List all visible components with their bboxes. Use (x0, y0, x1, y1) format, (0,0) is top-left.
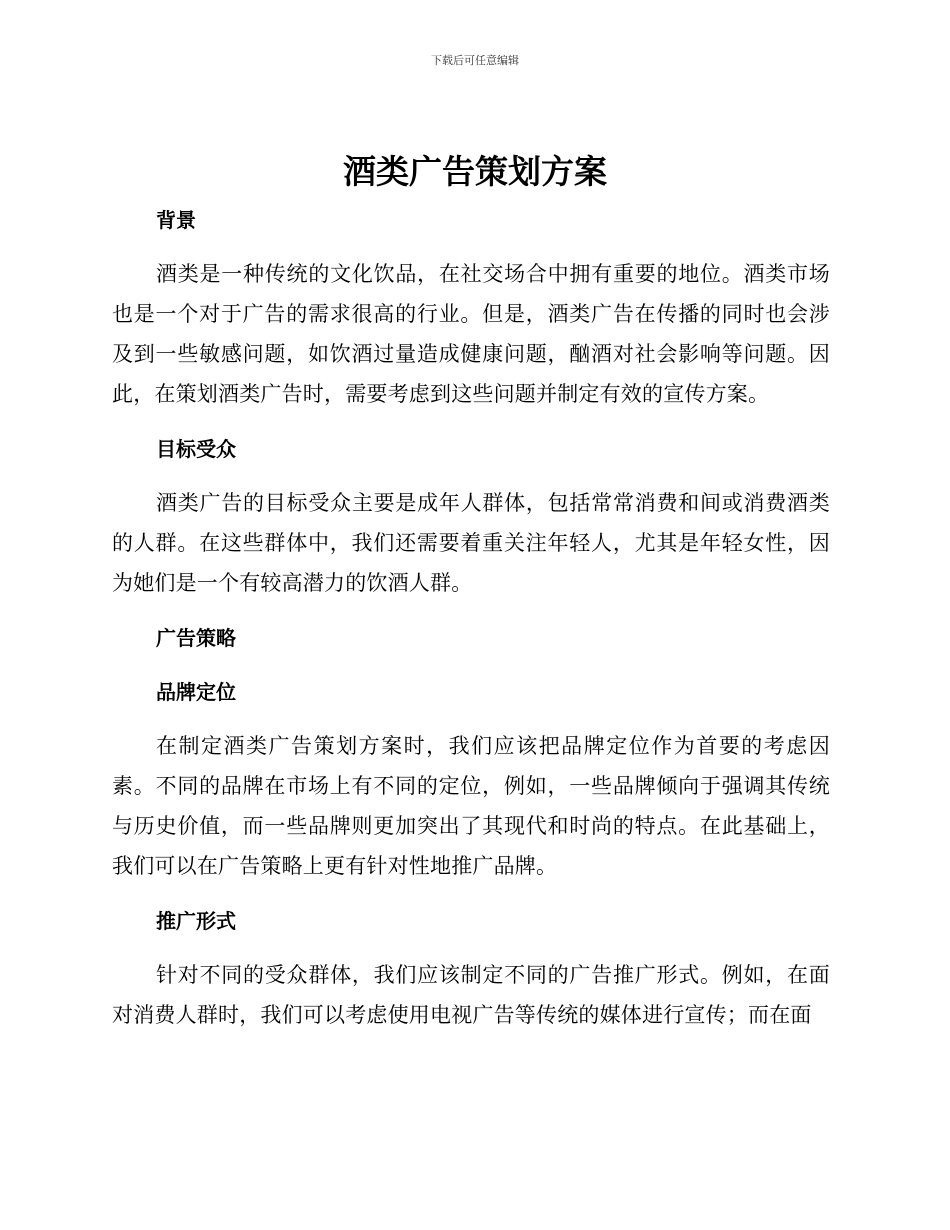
page-title: 酒类广告策划方案 (343, 152, 607, 191)
paragraph-promotion: 针对不同的受众群体，我们应该制定不同的广告推广形式。例如，在面对消费人群时，我们可以考虑使用电视广告等传统的媒体进行宣传；而在面 (112, 963, 830, 1027)
section-heading-promotion: 推广形式 (156, 909, 236, 933)
paragraph-background: 酒类是一种传统的文化饮品，在社交场合中拥有重要的地位。酒类市场也是一个对于广告的需求很高的行业。但是，酒类广告在传播的同时也会涉及到一些敏感问题，如饮酒过量造成健康问题，酗酒对社会影响等问题。因此，在策划酒类广告时，需要考虑到这些问题并制定有效的宣传方案。 (112, 262, 830, 406)
section-heading-background: 背景 (156, 208, 196, 232)
paragraph-audience: 酒类广告的目标受众主要是成年人群体，包括常常消费和间或消费酒类的人群。在这些群体中，我们还需要着重关注年轻人，尤其是年轻女性，因为她们是一个有较高潜力的饮酒人群。 (112, 491, 830, 595)
header-note: 下载后可任意编辑 (431, 54, 519, 67)
section-heading-brand: 品牌定位 (156, 680, 236, 704)
paragraph-brand: 在制定酒类广告策划方案时，我们应该把品牌定位作为首要的考虑因素。不同的品牌在市场上有不同的定位，例如，一些品牌倾向于强调其传统与历史价值，而一些品牌则更加突出了其现代和时尚的特点。在此基础上，我们可以在广告策略上更有针对性地推广品牌。 (112, 734, 830, 878)
document-body (112, 200, 830, 1035)
section-heading-strategy: 广告策略 (156, 626, 236, 650)
section-heading-audience: 目标受众 (156, 437, 236, 461)
